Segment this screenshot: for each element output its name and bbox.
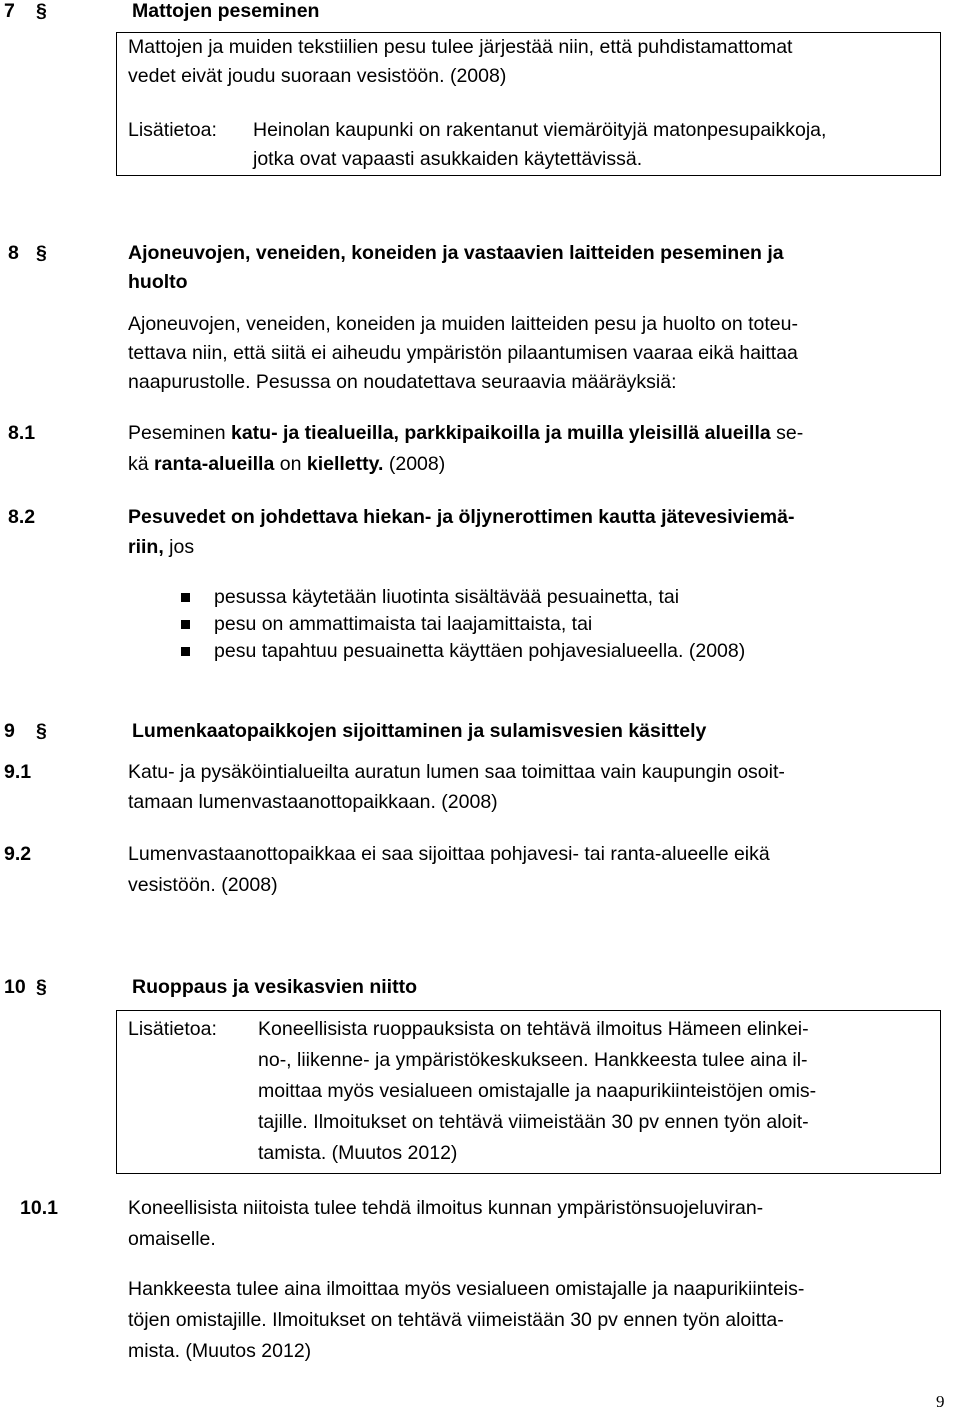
subsection-8-2-number: 8.2 <box>8 506 36 528</box>
section-7-body-line: vedet eivät joudu suoraan vesistöön. (2008) <box>128 65 507 87</box>
section-10-number: 10 <box>4 976 26 998</box>
section-7-info-line: Heinolan kaupunki on rakentanut viemäröityjä matonpesupaikkoja, <box>253 119 827 141</box>
text-run: se- <box>770 422 804 444</box>
subsection-9-1-number: 9.1 <box>4 761 32 783</box>
section-10-info-line: tajille. Ilmoitukset on tehtävä viimeistään 30 pv ennen työn aloit- <box>258 1111 809 1133</box>
page-number: 9 <box>936 1392 945 1411</box>
section-7-info-label: Lisätietoa: <box>128 119 217 141</box>
section-sign-icon: § <box>36 242 47 264</box>
subsection-10-1-number: 10.1 <box>20 1197 58 1219</box>
subsection-8-2-line <box>128 536 194 559</box>
section-sign-icon: § <box>36 720 47 742</box>
section-10-info-line: moittaa myös vesialueen omistajalle ja naapurikiinteistöjen omis- <box>258 1080 817 1102</box>
text-run: on <box>274 453 307 475</box>
bullet-square-icon <box>181 620 190 629</box>
subsection-8-1-number: 8.1 <box>8 422 36 444</box>
bullet-item: pesu on ammattimaista tai laajamittaista, tai <box>214 613 593 635</box>
subsection-8-1-line <box>128 453 445 476</box>
subsection-9-1-line: Katu- ja pysäköintialueilta auratun lumen saa toimittaa vain kaupungin osoit- <box>128 761 785 783</box>
bullet-item: pesussa käytetään liuotinta sisältävää pesuainetta, tai <box>214 586 680 608</box>
subsection-10-1-line: omaiselle. <box>128 1228 216 1250</box>
subsection-10-1-line: töjen omistajille. Ilmoitukset on tehtävä viimeistään 30 pv ennen työn aloitta- <box>128 1309 784 1331</box>
section-7-title: Mattojen peseminen <box>132 0 320 22</box>
subsection-9-2-line: vesistöön. (2008) <box>128 874 278 896</box>
section-sign-icon: § <box>36 0 47 22</box>
section-10-info-line: Koneellisista ruoppauksista on tehtävä ilmoitus Hämeen elinkei- <box>258 1018 809 1040</box>
text-run-bold: kielletty. <box>306 453 384 475</box>
section-10-title: Ruoppaus ja vesikasvien niitto <box>132 976 417 998</box>
section-8-body-line: naapurustolle. Pesussa on noudatettava seuraavia määräyksiä: <box>128 371 677 393</box>
text-run-bold: riin, <box>128 536 164 558</box>
section-8-title-line: huolto <box>128 271 188 293</box>
bullet-square-icon <box>181 593 190 602</box>
section-10-info-line: tamista. (Muutos 2012) <box>258 1142 458 1164</box>
bullet-square-icon <box>181 647 190 656</box>
subsection-9-1-line: tamaan lumenvastaanottopaikkaan. (2008) <box>128 791 498 813</box>
section-8-title-line: Ajoneuvojen, veneiden, koneiden ja vastaavien laitteiden peseminen ja <box>128 242 784 264</box>
section-8-body-line: tettava niin, että siitä ei aiheudu ympäristön pilaantumisen vaaraa eikä haittaa <box>128 342 798 364</box>
section-8-number: 8 <box>8 242 19 264</box>
subsection-8-2-line: Pesuvedet on johdettava hiekan- ja öljynerottimen kautta jätevesiviemä- <box>128 506 795 528</box>
subsection-10-1-line: Hankkeesta tulee aina ilmoittaa myös vesialueen omistajalle ja naapurikiinteis- <box>128 1278 805 1300</box>
subsection-10-1-line: Koneellisista niitoista tulee tehdä ilmoitus kunnan ympäristönsuojeluviran- <box>128 1197 764 1219</box>
section-9-number: 9 <box>4 720 15 742</box>
text-run: jos <box>163 536 195 558</box>
section-9-title: Lumenkaatopaikkojen sijoittaminen ja sulamisvesien käsittely <box>132 720 707 742</box>
section-sign-icon: § <box>36 976 47 998</box>
text-run: (2008) <box>383 453 446 475</box>
text-run: Peseminen <box>128 422 231 444</box>
subsection-9-2-number: 9.2 <box>4 843 32 865</box>
subsection-8-1-line <box>128 422 803 445</box>
subsection-10-1-line: mista. (Muutos 2012) <box>128 1340 312 1362</box>
section-10-info-label: Lisätietoa: <box>128 1018 217 1040</box>
section-8-body-line: Ajoneuvojen, veneiden, koneiden ja muiden laitteiden pesu ja huolto on toteu- <box>128 313 798 335</box>
text-run-bold: ranta-alueilla <box>154 453 275 475</box>
section-7-number: 7 <box>4 0 15 22</box>
section-7-body-line: Mattojen ja muiden tekstiilien pesu tulee järjestää niin, että puhdistamattomat <box>128 36 793 58</box>
text-run-bold: katu- ja tiealueilla, parkkipaikoilla ja muilla yleisillä alueilla <box>230 422 771 444</box>
text-run: kä <box>128 453 155 475</box>
section-10-info-line: no-, liikenne- ja ympäristökeskukseen. Hankkeesta tulee aina il- <box>258 1049 808 1071</box>
bullet-item: pesu tapahtuu pesuainetta käyttäen pohjavesialueella. (2008) <box>214 640 746 662</box>
subsection-9-2-line: Lumenvastaanottopaikkaa ei saa sijoittaa pohjavesi- tai ranta-alueelle eikä <box>128 843 770 865</box>
section-7-info-line: jotka ovat vapaasti asukkaiden käytettävissä. <box>253 148 643 170</box>
